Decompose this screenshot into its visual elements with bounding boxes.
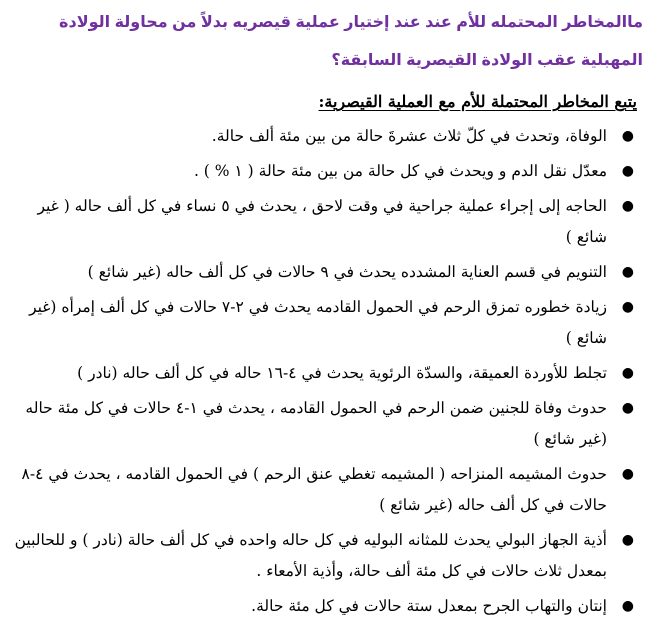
risk-text: حدوث وفاة للجنين ضمن الرحم في الحمول القادمه ، يحدث في ١-٤ حالات في كل مئة حاله (غير شائع ) (25, 399, 607, 448)
risk-text: معدّل نقل الدم و ويحدث في كل حالة من بين مئة حالة ( ١ % ) . (193, 162, 607, 180)
bullet-icon: ● (621, 198, 634, 214)
risk-text: حدوث المشيمه المنزاحه ( المشيمه تغطي عنق الرحم ) في الحمول القادمه ، يحدث في ٤-٨ حالات في كل ألف حاله (غير شائع ) (21, 465, 607, 514)
list-item (8, 257, 634, 288)
bullet-icon: ● (621, 598, 634, 614)
question-heading: ماالمخاطر المحتمله للأم عند عند إختيار عملية قيصريه بدلاً من محاولة الولادة المهبلية عقب الولادة القيصرية السابقة؟ (59, 14, 643, 69)
risk-text: إنتان والتهاب الجرح بمعدل ستة حالات في كل مئة حالة. (251, 597, 607, 615)
list-item (8, 191, 634, 253)
bullet-icon: ● (621, 400, 634, 416)
risk-text: تجلط للأوردة العميقة، والسدّة الرئوية يحدث في ٤-١٦ حاله في كل ألف حاله (نادر ) (77, 364, 607, 382)
list-item (8, 156, 634, 187)
list-item (8, 525, 634, 587)
risk-text: أذية الجهاز البولي يحدث للمثانه البوليه في كل حاله واحده في كل ألف حالة (نادر ) و للحالبين بمعدل ثلاث حالات في كل مئة ألف حالة، وأذية الأمعاء . (14, 531, 607, 580)
bullet-icon: ● (621, 163, 634, 179)
list-item (8, 591, 634, 622)
bullet-icon: ● (621, 466, 634, 482)
risk-text: زيادة خطوره تمزق الرحم في الحمول القادمه يحدث في ٢-٧ حالات في كل ألف إمرأه (غير شائع ) (29, 298, 607, 347)
bullet-icon: ● (621, 128, 634, 144)
risks-list (8, 121, 651, 626)
list-item (8, 121, 634, 152)
list-item (8, 292, 634, 354)
risk-text: الحاجه إلى إجراء عملية جراحية في وقت لاحق ، يحدث في ٥ نساء في كل ألف حاله ( غير شائع ) (37, 197, 607, 246)
risk-text: الوفاة، وتحدث في كلّ ثلاث عشرةَ حالة من بين مئة ألف حالة. (211, 127, 607, 145)
list-item (8, 459, 634, 521)
risk-text: التنويم في قسم العناية المشدده يحدث في ٩ حالات في كل ألف حاله (غير شائع ) (87, 263, 607, 281)
bullet-icon: ● (621, 299, 634, 315)
bullet-icon: ● (621, 264, 634, 280)
bullet-icon: ● (621, 365, 634, 381)
bullet-icon: ● (621, 532, 634, 548)
list-item (8, 358, 634, 389)
list-item (8, 393, 634, 455)
section-title: يتبع المخاطر المحتملة للأم مع العملية القيصرية: (318, 92, 637, 111)
